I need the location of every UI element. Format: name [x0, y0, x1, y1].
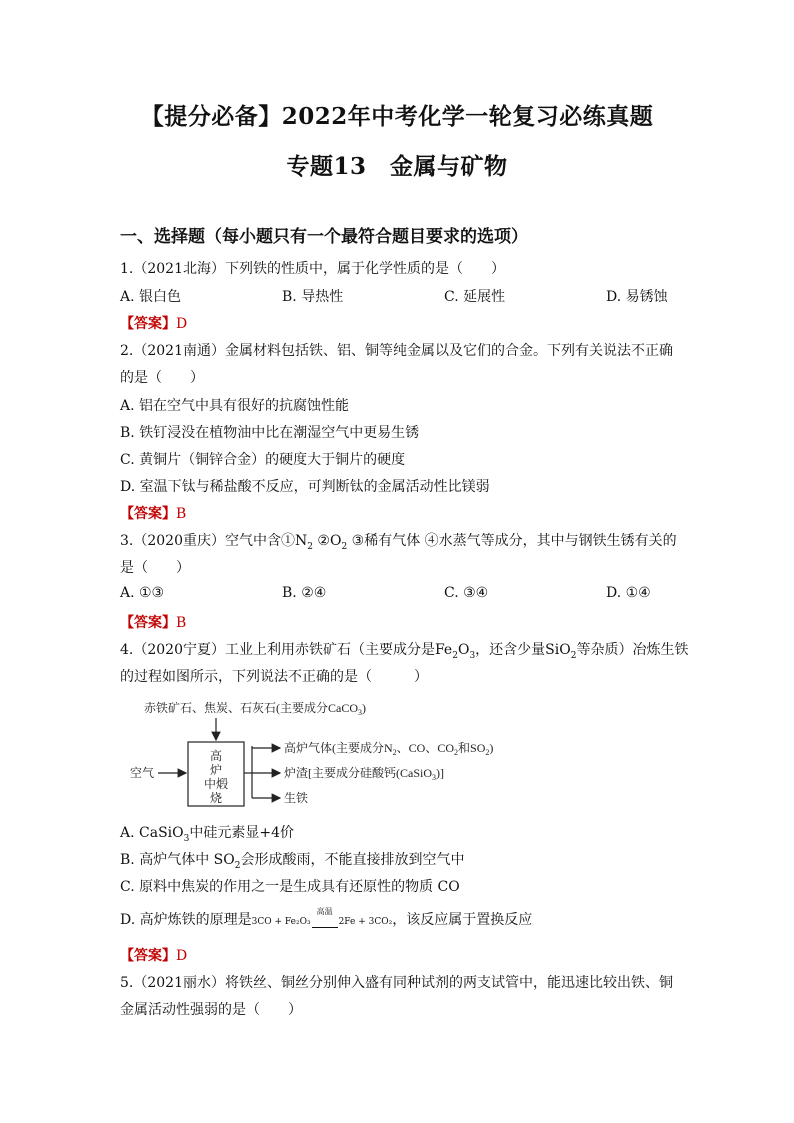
question-4-answer: 【答案】D [120, 948, 188, 964]
question-1-option-a: A. 银白色 [120, 289, 182, 305]
question-4-option-c: C. 原料中焦炭的作用之一是生成具有还原性的物质 CO [120, 879, 460, 895]
question-1-option-d: D. 易锈蚀 [606, 289, 668, 305]
question-4-stem-line1: 4.（2020宁夏）工业上利用赤铁矿石（主要成分是$Fe_2O_3$，还含少量SiO$_2$等杂质）冶炼生铁 [120, 642, 689, 661]
page-subtitle: 专题13 金属与矿物 [286, 153, 508, 180]
question-1-option-b: B. 导热性 [282, 289, 344, 305]
furnace-label-4: 烧 [209, 791, 223, 805]
question-4-option-b: B. 高炉气体中 $SO_2$会形成酸雨，不能直接排放到空气中 [120, 852, 465, 871]
diagram-input-ore: 赤铁矿石、焦炭、石灰石(主要成分CaCO$_3$) [144, 701, 366, 717]
question-1-stem: 1.（2021北海）下列铁的性质中，属于化学性质的是（ ） [120, 261, 505, 277]
question-4-option-a: A. CaSiO$_3$中硅元素显+4价 [120, 825, 294, 844]
question-4-stem-line2: 的过程如图所示，下列说法不正确的是（ ） [120, 669, 428, 685]
question-2-option-d: D. 室温下钛与稀盐酸不反应，可判断钛的金属活动性比镁弱 [120, 479, 490, 495]
question-1-option-c: C. 延展性 [444, 289, 506, 305]
furnace-label-3: 中煅 [203, 777, 229, 791]
question-2-stem-line1: 2.（2021南通）金属材料包括铁、铝、铜等纯金属以及它们的合金。下列有关说法不正确 [120, 343, 673, 359]
question-5-stem-line1: 5.（2021丽水）将铁丝、铜丝分别伸入盛有同种试剂的两支试管中，能迅速比较出铁、铜 [120, 975, 673, 991]
diagram-output-gas: 高炉气体(主要成分$N_2$、CO、$CO_2$和$SO_2$) [284, 741, 494, 757]
question-3-option-d: D. ①④ [606, 585, 651, 601]
furnace-label-2: 炉 [209, 763, 223, 777]
question-5-stem-line2: 金属活动性强弱的是（ ） [120, 1002, 302, 1018]
furnace-label-1: 高 [209, 749, 223, 763]
question-3-option-c: C. ③④ [444, 585, 489, 601]
diagram-output-iron: 生铁 [284, 791, 309, 805]
question-2-option-c: C. 黄铜片（铜锌合金）的硬度大于铜片的硬度 [120, 452, 406, 468]
question-4-option-d: D. 高炉炼铁的原理是3CO + Fe₂O₃ 高温 2Fe + 3CO₂，该反应属于置换反应 [120, 907, 533, 928]
question-1-answer: 【答案】D [120, 316, 188, 332]
diagram-output-slag: 炉渣[主要成分硅酸钙(CaSiO$_3$)] [284, 766, 444, 782]
reaction-equation: 3CO + Fe₂O₃ 高温 2Fe + 3CO₂ [251, 907, 393, 927]
question-2-option-b: B. 铁钉浸没在植物油中比在潮湿空气中更易生锈 [120, 425, 420, 441]
question-2-option-a: A. 铝在空气中具有很好的抗腐蚀性能 [120, 398, 350, 414]
question-3-stem-line2: 是（ ） [120, 560, 190, 576]
question-3-answer: 【答案】B [120, 615, 187, 631]
question-3-option-b: B. ②④ [282, 585, 327, 601]
question-3-stem-line1: 3.（2020重庆）空气中含$①N_2$ $②O_2$ ③稀有气体 ④水蒸气等成分，其中与钢铁生锈有关的 [120, 533, 677, 552]
question-3-option-a: A. ①③ [120, 585, 165, 601]
blast-furnace-diagram [120, 694, 504, 822]
question-2-answer: 【答案】B [120, 506, 187, 522]
diagram-input-air: 空气 [130, 766, 155, 780]
page-title: 【提分必备】2022年中考化学一轮复习必练真题 [140, 103, 654, 130]
section-heading: 一、选择题（每小题只有一个最符合题目要求的选项） [120, 227, 528, 247]
question-2-stem-line2: 的是（ ） [120, 370, 204, 386]
